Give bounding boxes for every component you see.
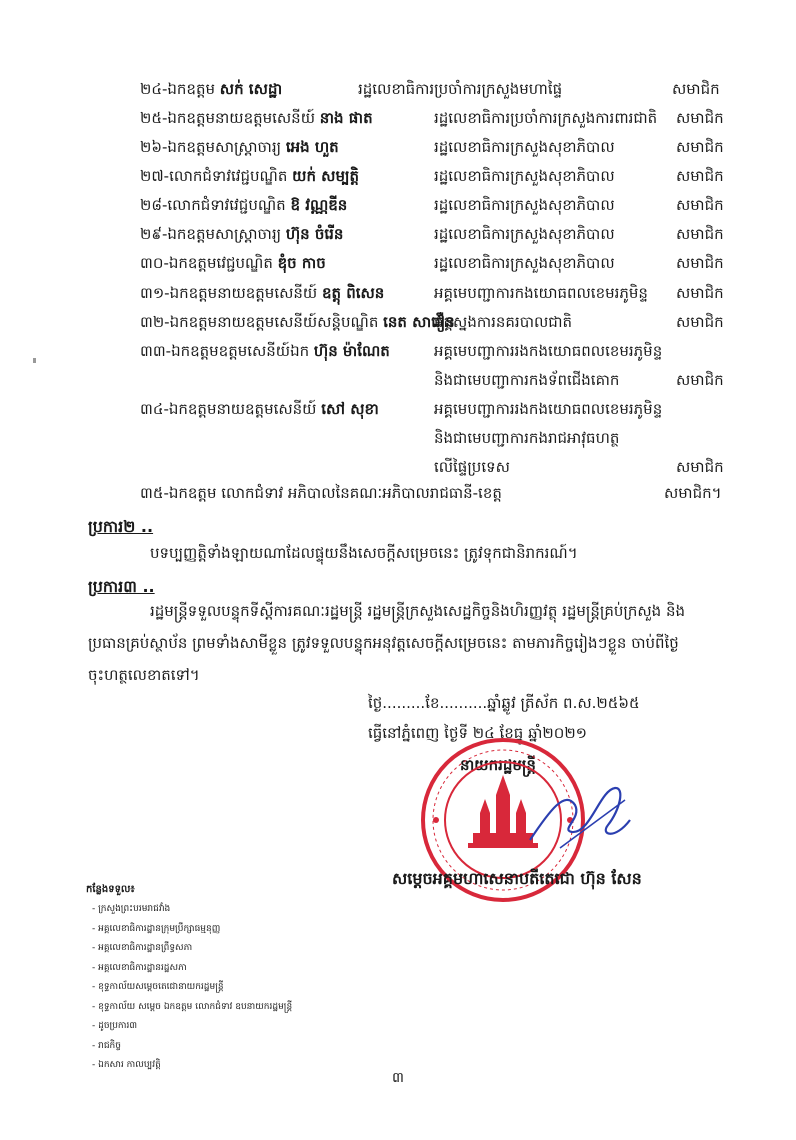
member-role: សមាជិក [676,167,724,185]
member-name: ឧត្ដុ ពិសេន [321,284,385,302]
member-number: ២៩- [140,225,168,243]
member-role: សមាជិក។ [664,484,722,502]
member-name: ឱ វណ្ណឌីន [290,196,348,214]
member-number: ២៨- [140,196,168,214]
article-3-line-3: ចុះហត្ថលេខាតទៅ។ [88,666,200,684]
member-position: និងជាមេបញ្ជាការកងរាជអាវុធហត្ថ [434,429,620,447]
member-row [140,136,339,158]
member-role: សមាជិក [672,80,720,98]
member-role: សមាជិក [676,284,724,302]
member-position: រដ្ឋលេខាធិការក្រសួងសុខាភិបាល [434,225,615,243]
member-role: សមាជិក [676,138,724,156]
member-name: អេង ហួត [285,138,339,156]
member-row [140,340,390,362]
member-title: ឯកឧត្តមវេជ្ជបណ្ឌិត [168,254,273,272]
member-row [140,165,359,187]
cc-item: - រាជកិច្ច [92,1040,121,1051]
member-position: រដ្ឋលេខាធិការប្រចាំការក្រសួងមហាផ្ទៃ [358,80,563,98]
member-name: សក់ សេដ្ឋា [219,80,283,98]
member-number: ២៧- [140,167,170,185]
member-row [140,311,455,333]
member-name: នាង ផាត [319,109,373,127]
member-role: សមាជិក [676,254,724,272]
article-3-line-2: ប្រធានគ្រប់ស្ថាប័ន ព្រមទាំងសាមីខ្លួន ត្រូវទទួលបន្ទុកអនុវត្តសេចក្តីសម្រេចនេះ តាមភារកិច្ចរៀងៗខ្លួន ចាប់ពីថ្ងៃ [88,634,679,652]
lunar-date: ថ្ងៃ.........ខែ..........ឆ្នាំឆ្លូវ ត្រីស័ក ព.ស.២៥៦៥ [368,694,640,712]
member-position: អគ្គស្នងការនគរបាលជាតិ [434,313,573,331]
member-position: លើផ្ទៃប្រទេស [434,458,510,476]
member-number: ៣២- [140,313,170,331]
member-row [140,194,347,216]
member-row [140,252,326,274]
member-title: លោកជំទាវវេជ្ជបណ្ឌិត [167,196,286,214]
member-position: រដ្ឋលេខាធិការក្រសួងសុខាភិបាល [434,196,615,214]
member-role: សមាជិក [676,225,724,243]
member-row [140,482,502,504]
member-number: ២៦- [140,138,168,156]
member-title: ឯកឧត្តមឧត្តមសេនីយ៍ឯក [171,342,310,360]
cc-item: - អគ្គលេខាធិការដ្ឋានក្រុមប្រឹក្សាធម្មនុញ្ញ [92,923,221,934]
member-number: ៣១- [140,284,170,302]
member-title: ឯកឧត្តម [167,80,215,98]
cc-item: - ក្រសួងព្រះបរមរាជវាំង [92,904,171,914]
member-title: ឯកឧត្តមសាស្ត្រាចារ្យ [167,138,282,156]
place-date: ធ្វើនៅភ្នំពេញ ថ្ងៃទី ២៤ ខែធ្នូ ឆ្នាំ២០២១ [368,724,588,742]
cc-item: - អគ្គលេខាធិការដ្ឋានរដ្ឋសភា [92,962,187,973]
cc-item: - ដូចប្រការ៣ [92,1021,138,1031]
member-position: និងជាមេបញ្ជាការកងទ័ពជើងគោក [434,371,620,389]
member-number: ៣៤- [140,400,169,418]
member-number: ៣៣- [140,342,172,360]
member-role: សមាជិក [676,109,724,127]
member-name: នេត សាវឿន [383,313,455,331]
member-position: អគ្គមេបញ្ជាការកងយោធពលខេមរភូមិន្ទ [434,284,648,302]
member-position: អគ្គមេបញ្ជាការរងកងយោធពលខេមរភូមិន្ទ [434,342,663,360]
cc-title: កន្លែងទទួល៖ [86,884,135,895]
handwritten-signature [520,770,640,860]
member-number: ៣៥- [140,484,169,502]
cc-item: - ខុទ្ទកាល័យសម្តេចតេជោនាយករដ្ឋមន្ត្រី [92,982,224,992]
member-role: សមាជិក [676,313,724,331]
member-number: ២៥- [140,109,168,127]
member-number: ២៤- [140,80,168,98]
member-row [140,107,373,129]
article-2-text: បទប្បញ្ញត្តិទាំងឡាយណាដែលផ្ទុយនឹងសេចក្តីសម្រេចនេះ ត្រូវទុកជានិរាករណ៍។ [150,544,578,562]
member-name: ហ៊ុន ម៉ាណែត [313,342,390,360]
article-3-heading: ប្រការ៣ .. [88,577,155,596]
member-row [140,78,282,100]
member-position: អគ្គមេបញ្ជាការរងកងយោធពលខេមរភូមិន្ទ [434,400,663,418]
member-title: ឯកឧត្តម លោកជំទាវ អភិបាលនៃគណៈអភិបាលរាជធានី-ខេត្ត [168,484,502,502]
member-position: រដ្ឋលេខាធិការក្រសួងសុខាភិបាល [434,138,615,156]
cc-item: - ឯកសារ កាលប្បវត្តិ [92,1060,161,1070]
cc-item: - អគ្គលេខាធិការដ្ឋានព្រឹទ្ធសភា [92,943,193,953]
article-2-heading: ប្រការ២ .. [88,517,154,536]
member-title: ឯកឧត្តមនាយឧត្តមសេនីយ៍ [167,109,315,127]
member-title: លោកជំទាវវេជ្ជបណ្ឌិត [169,167,288,185]
member-row [140,223,343,245]
member-title: ឯកឧត្តមនាយឧត្តមសេនីយ៍ [168,400,317,418]
member-role: សមាជិក [676,196,724,214]
cc-item: - ខុទ្ទកាល័យ សម្តេច ឯកឧត្តម លោកជំទាវ ឧបនាយករដ្ឋមន្ត្រី [92,1001,293,1012]
member-title: ឯកឧត្តមសាស្ត្រាចារ្យ [167,225,282,243]
article-3-line-1: រដ្ឋមន្ត្រីទទួលបន្ទុកទីស្តីការគណៈរដ្ឋមន្ត្រី រដ្ឋមន្ត្រីក្រសួងសេដ្ឋកិច្ចនិងហិរញ្ញវត្ថុ រដ្ឋមន្ត្រីគ្រប់ក្រសួង និង [150,602,686,620]
pencil-mark [33,358,36,363]
member-name: ហ៊ុន ចំរើន [285,225,344,243]
member-name: ឌុំច កាច [277,254,326,272]
member-position: រដ្ឋលេខាធិការក្រសួងសុខាភិបាល [434,254,615,272]
member-number: ៣០- [140,254,169,272]
member-position: រដ្ឋលេខាធិការប្រចាំការក្រសួងការពារជាតិ [434,109,658,127]
member-position: រដ្ឋលេខាធិការក្រសួងសុខាភិបាល [434,167,615,185]
member-name: យក់ សម្បត្តិ [292,167,359,185]
member-name: សៅ សុខា [321,400,379,418]
member-row [140,282,384,304]
signatory-name: សម្តេចអគ្គមហាសេនាបតីតេជោ ហ៊ុន សែន [392,869,642,888]
member-title: ឯកឧត្តមនាយឧត្តមសេនីយ៍ [169,284,318,302]
member-role: សមាជិក [676,458,724,476]
member-row [140,398,379,420]
page-number: ៣ [392,1070,404,1086]
member-title: ឯកឧត្តមនាយឧត្តមសេនីយ៍សន្តិបណ្ឌិត [169,313,379,331]
office-title: នាយករដ្ឋមន្ត្រី [460,756,536,774]
member-role: សមាជិក [676,371,724,389]
